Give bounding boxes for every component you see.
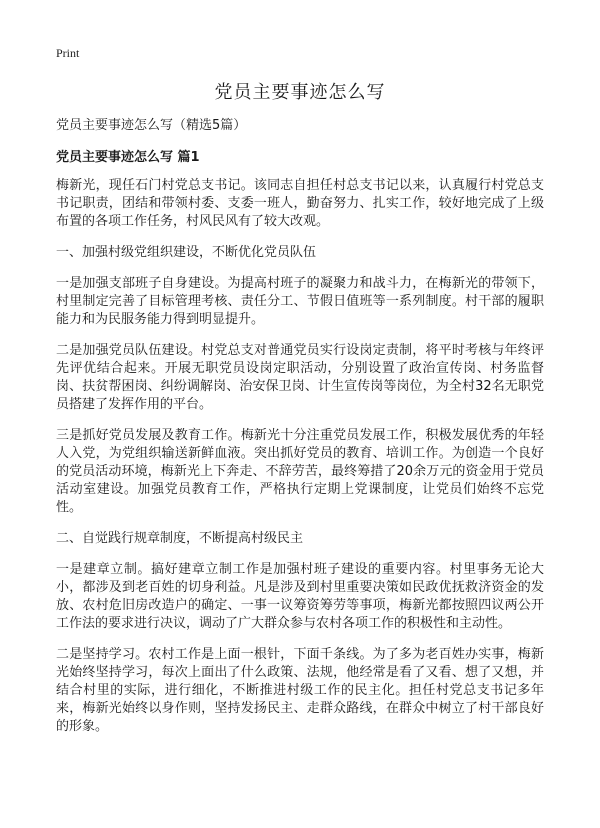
print-label[interactable]: Print (56, 46, 80, 60)
document-subtitle: 党员主要事迹怎么写（精选5篇） (56, 118, 247, 133)
section-heading-2: 二、自觉践行规章制度，不断提高村级民主 (56, 531, 304, 546)
paragraph-member-education: 三是抓好党员发展及教育工作。梅新光十分注重党员发展工作，积极发展优秀的年轻人入党，为党组织输送新鲜血液。突出抓好党员的教育、培训工作。为创造一个良好的党员活动环境，梅新光上下奔走、不辞劳苦，最终筹措了20余万元的资金用于党员活动室建设。加强党员教育工作，严格执行定期上党课制度，让党员们始终不忘党性。 (56, 428, 544, 515)
section-title: 党员主要事迹怎么写 篇1 (56, 150, 200, 165)
section-heading-1: 一、加强村级党组织建设，不断优化党员队伍 (56, 245, 317, 260)
paragraph-study: 二是坚持学习。农村工作是上面一根针，下面千条线。为了多为老百姓办实事，梅新光始终坚持学习，每次上面出了什么政策、法规，他经常是看了又看、想了又想，并结合村里的实际，进行细化，不断推进村级工作的民主化。担任村党总支书记多年来，梅新光始终以身作则，坚持发扬民主、走群众路线，在群众中树立了村干部良好的形象。 (56, 647, 544, 734)
paragraph-branch-building: 一是加强支部班子自身建设。为提高村班子的凝聚力和战斗力，在梅新光的带领下，村里制定完善了目标管理考核、责任分工、节假日值班等一系列制度。村干部的履职能力和为民服务能力得到明显提升。 (56, 276, 544, 327)
paragraph-member-team: 二是加强党员队伍建设。村党总支对普通党员实行设岗定责制，将平时考核与年终评先评优结合起来。开展无职党员设岗定职活动，分别设置了政治宣传岗、村务监督岗、扶贫帮困岗、纠纷调解岗、治安保卫岗、计生宣传岗等岗位，为全村32名无职党员搭建了发挥作用的平台。 (56, 343, 544, 412)
intro-paragraph: 梅新光，现任石门村党总支书记。该同志自担任村总支书记以来，认真履行村党总支书记职责，团结和带领村委、支委一班人，勤奋努力、扎实工作，较好地完成了上级布置的各项工作任务，村风民风有了较大改观。 (56, 178, 544, 229)
page-title: 党员主要事迹怎么写 (214, 82, 386, 103)
paragraph-rules: 一是建章立制。搞好建章立制工作是加强村班子建设的重要内容。村里事务无论大小，都涉及到老百姓的切身利益。凡是涉及到村里重要决策如民政优抚救济资金的发放、农村危旧房改造户的确定、一事一议筹资筹劳等事项，梅新光都按照四议两公开工作法的要求进行决议，调动了广大群众参与农村各项工作的积极性和主动性。 (56, 562, 544, 631)
